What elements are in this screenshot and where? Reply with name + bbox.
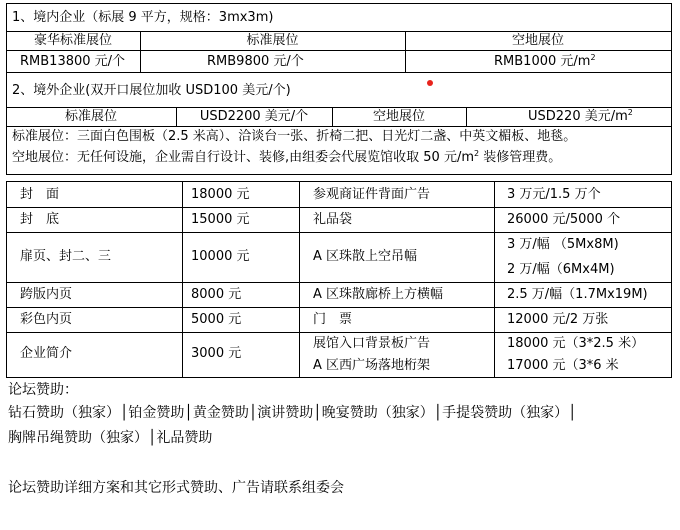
ad-price: 18000 元 [191, 187, 250, 202]
rule [6, 126, 672, 127]
ad-item: 彩色内页 [20, 312, 73, 327]
rule [6, 377, 672, 378]
ad-price: 3 万元/1.5 万个 [507, 187, 601, 202]
space-only-note: 空地展位：无任何设施，企业需自行设计、装修,由组委会代展览馆收取 50 元$/m^2$ 装修管理费。 [12, 149, 562, 165]
ad-item: 封 面 [20, 187, 60, 202]
ad-item: 参观商证件背面广告 [313, 187, 431, 202]
ad-item: 门 票 [313, 312, 353, 327]
ad-price: 2 万/幅（6Mx4M) [507, 262, 615, 277]
ad-price: 3000 元 [191, 346, 242, 361]
ad-item: A 区珠散上空吊幅 [313, 249, 418, 264]
ad-item: A 区珠散廊桥上方横幅 [313, 287, 444, 302]
rule [6, 3, 672, 4]
rule [6, 181, 7, 378]
ad-price: 2.5 万/幅（1.7Mx19M) [507, 287, 648, 302]
rule [299, 181, 300, 378]
rule [671, 3, 672, 175]
ad-price: 15000 元 [191, 212, 250, 227]
ad-price: 10000 元 [191, 249, 250, 264]
rule [6, 207, 672, 208]
rule [466, 107, 467, 127]
rule [6, 3, 7, 175]
section1-title: 1、境内企业（标展 9 平方，规格：3mx3m) [12, 10, 274, 25]
rule [6, 50, 672, 51]
ad-item: 展馆入口背景板广告 [313, 336, 431, 351]
space-only-header: 空地展位 [511, 33, 564, 48]
ad-price: 5000 元 [191, 312, 242, 327]
ad-price: 12000 元/2 万张 [507, 312, 609, 327]
standard-booth-header: 标准展位 [246, 33, 299, 48]
standard-booth-note: 标准展位：三面白色围板（2.5 米高）、洽谈台一张、折椅二把、日光灯二盏、中英文楣板、地毯。 [12, 129, 577, 144]
deluxe-booth-price: RMB13800 元/个 [20, 54, 126, 69]
ad-price: 3 万/幅 （5Mx8M) [507, 237, 619, 252]
rule [6, 31, 672, 32]
ad-price: 17000 元（3*6 米 [507, 358, 619, 373]
rule [6, 307, 672, 308]
forum-contact-note: 论坛赞助详细方案和其它形式赞助、广告请联系组委会 [8, 480, 344, 496]
rule [6, 107, 672, 108]
red-marker-icon [427, 80, 433, 86]
section2-title: 2、境外企业(双开口展位加收 USD100 美元/个) [12, 83, 291, 98]
space-only-price: RMB1000 元$/m^2$ [494, 53, 596, 69]
ad-item: 扉页、封二、三 [20, 249, 112, 264]
rule [6, 72, 672, 73]
rule [494, 181, 495, 378]
ad-item: 封 底 [20, 212, 60, 227]
deluxe-booth-header: 豪华标准展位 [33, 33, 112, 48]
intl-standard-booth-label: 标准展位 [64, 109, 117, 124]
ad-price: 18000 元（3*2.5 米） [507, 336, 645, 351]
ad-item: 跨版内页 [20, 287, 73, 302]
rule [6, 282, 672, 283]
intl-space-only-price: USD220 美元$/m^2$ [528, 108, 633, 124]
rule [6, 332, 672, 333]
forum-sponsorship-line1: 钻石赞助（独家）│铂金赞助│黄金赞助│演讲赞助│晚宴赞助（独家）│手提袋赞助（独家）│ [8, 405, 577, 421]
ad-price: 26000 元/5000 个 [507, 212, 621, 227]
rule [671, 181, 672, 378]
standard-booth-price: RMB9800 元/个 [207, 54, 304, 69]
forum-sponsorship-line2: 胸牌吊绳赞助（独家）│礼品赞助 [8, 430, 213, 446]
intl-standard-booth-price: USD2200 美元/个 [199, 109, 309, 124]
ad-price: 8000 元 [191, 287, 242, 302]
ad-item: A 区西广场落地桁架 [313, 358, 431, 373]
rule [6, 232, 672, 233]
rule [182, 181, 183, 378]
intl-space-only-label: 空地展位 [372, 109, 425, 124]
ad-item: 企业简介 [20, 346, 73, 361]
forum-heading: 论坛赞助： [8, 382, 78, 398]
rule [6, 181, 672, 182]
ad-item: 礼品袋 [313, 212, 353, 227]
rule [6, 174, 672, 175]
